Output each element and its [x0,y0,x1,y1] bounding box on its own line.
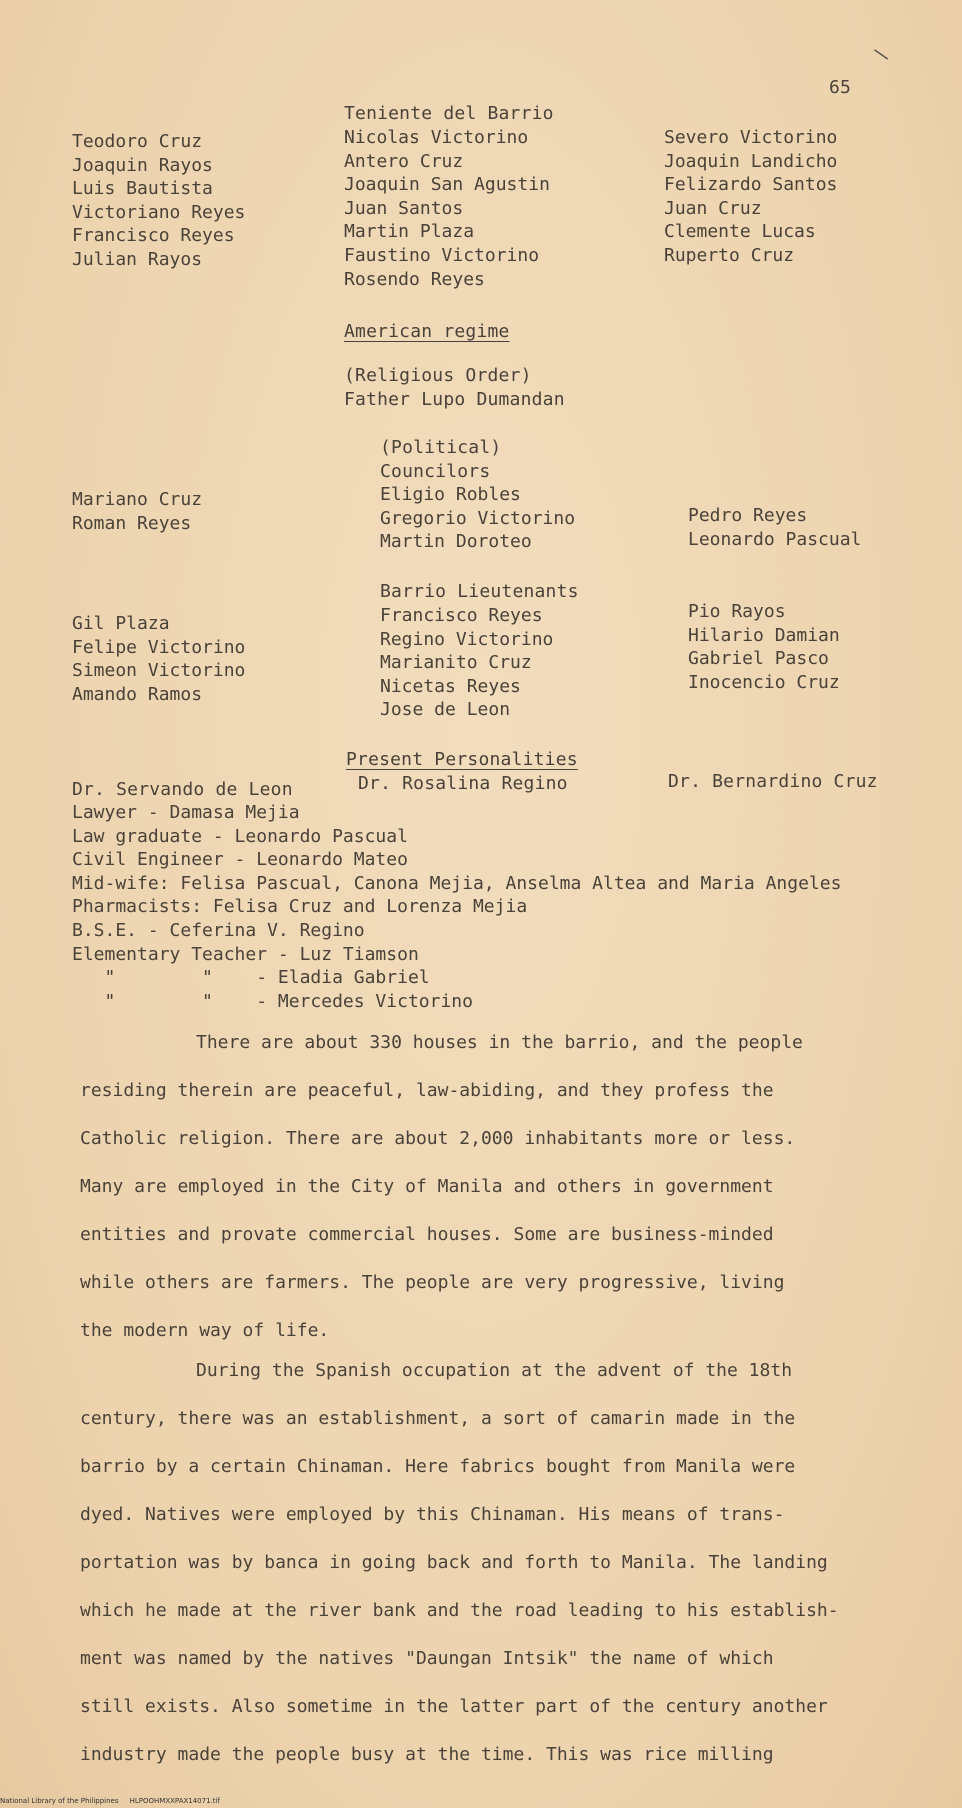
barrio-lieutenants-label: Barrio Lieutenants [380,581,579,602]
page-number: 65 [829,77,852,98]
name-entry: Teodoro Cruz [72,131,203,152]
spanish-right-column [664,126,837,268]
paragraph-spanish-occupation [80,1347,930,1779]
name-entry: Roman Reyes [72,512,192,534]
present-personalities-heading: Present Personalities [346,749,578,770]
councilors-left-column [72,488,202,535]
name-entry: Victoriano Reyes [72,201,246,223]
paragraph-line: century, there was an establishment, a sort of camarin made in the [80,1408,796,1429]
personality-line: Lawyer - Damasa Mejia [72,802,300,823]
personality-line: " " - Eladia Gabriel [72,967,430,989]
religious-order-label: (Religious Order) [344,365,532,386]
political-label: (Political) [380,437,502,458]
name-entry: Rosendo Reyes [344,268,485,290]
paragraph-line: while others are farmers. The people are very progressive, living [80,1272,785,1293]
name-entry: Juan Santos [344,197,464,219]
personality-line: " " - Mercedes Victorino [72,990,473,1012]
paragraph-line: Catholic religion. There are about 2,000 inhabitants more or less. [80,1128,796,1149]
name-entry: Gil Plaza [72,613,170,634]
paragraph-line: entities and provate commercial houses. Some are business-minded [80,1224,774,1245]
name-entry: Pedro Reyes [688,505,808,526]
paragraph-line: During the Spanish occupation at the advent of the 18th [196,1360,793,1381]
doctor-entry: Dr. Rosalina Regino [358,773,568,794]
name-entry: Marianito Cruz [380,652,532,674]
paragraph-line: industry made the people busy at the time. This was rice milling [80,1744,774,1765]
name-entry: Luis Bautista [72,178,213,200]
name-entry: Eligio Robles [380,484,521,505]
name-entry: Inocencio Cruz [688,671,840,693]
name-entry: Leonardo Pascual [688,528,862,550]
footer-caption: National Library of the Philippines HLPOOHMXXPAX14071.tif [0,1797,220,1805]
paragraph-line: still exists. Also sometime in the latter part of the century another [80,1696,828,1717]
name-entry: Juan Cruz [664,197,762,219]
name-entry: Joaquin San Agustin [344,174,550,196]
lieutenants-left-column [72,612,245,706]
paragraph-line: which he made at the river bank and the road leading to his establish- [80,1600,839,1621]
name-entry: Jose de Leon [380,699,511,721]
american-regime-heading: American regime [344,321,510,342]
doctor-entry: Dr. Servando de Leon [72,779,293,800]
name-entry: Antero Cruz [344,150,464,172]
spanish-middle-column [344,126,550,291]
name-entry: Regino Victorino [380,628,554,650]
spanish-left-column [72,130,245,272]
name-entry: Nicetas Reyes [380,675,521,697]
paragraph-line: ment was named by the natives "Daungan Intsik" the name of which [80,1648,774,1669]
personality-line: Civil Engineer - Leonardo Mateo [72,849,408,871]
spanish-regime-heading: Teniente del Barrio [344,103,554,124]
pen-mark: \ [871,42,892,67]
name-entry: Nicolas Victorino [344,127,529,148]
religious-order-name: Father Lupo Dumandan [344,389,565,410]
name-entry: Ruperto Cruz [664,244,795,266]
paragraph-line: Many are employed in the City of Manila and others in government [80,1176,774,1197]
name-entry: Felizardo Santos [664,174,838,196]
councilors-right-column [688,504,861,551]
personality-line: Pharmacists: Felisa Cruz and Lorenza Mejia [72,896,528,918]
paragraph-line: the modern way of life. [80,1320,330,1341]
name-entry: Francisco Reyes [72,225,235,247]
paragraph-houses [80,1019,930,1355]
name-entry: Joaquin Landicho [664,150,838,172]
name-entry: Gabriel Pasco [688,648,829,670]
name-entry: Felipe Victorino [72,636,246,658]
lieutenants-right-column [688,600,840,694]
name-entry: Pio Rayos [688,601,786,622]
paragraph-line: There are about 330 houses in the barrio, and the people [196,1032,803,1053]
name-entry: Faustino Victorino [344,244,540,266]
name-entry: Joaquin Rayos [72,154,213,176]
paragraph-line: barrio by a certain Chinaman. Here fabrics bought from Manila were [80,1456,796,1477]
paragraph-line: residing therein are peaceful, law-abiding, and they profess the [80,1080,774,1101]
doctor-entry: Dr. Bernardino Cruz [668,771,878,792]
lieutenants-middle-column [380,604,553,722]
councilors-label: Councilors [380,461,491,482]
councilors-middle-column [380,483,575,554]
personalities-list [72,801,841,1013]
name-entry: Gregorio Victorino [380,507,576,529]
personality-line: Law graduate - Leonardo Pascual [72,825,408,847]
name-entry: Severo Victorino [664,127,838,148]
name-entry: Julian Rayos [72,248,203,270]
name-entry: Amando Ramos [72,683,203,705]
name-entry: Martin Plaza [344,221,475,243]
name-entry: Clemente Lucas [664,221,816,243]
paragraph-line: dyed. Natives were employed by this Chinaman. His means of trans- [80,1504,785,1525]
personality-line: B.S.E. - Ceferina V. Regino [72,919,365,941]
personality-line: Mid-wife: Felisa Pascual, Canona Mejia, Anselma Altea and Maria Angeles [72,872,842,894]
personality-line: Elementary Teacher - Luz Tiamson [72,943,419,965]
name-entry: Martin Doroteo [380,531,532,553]
name-entry: Francisco Reyes [380,605,543,626]
name-entry: Hilario Damian [688,624,840,646]
name-entry: Mariano Cruz [72,489,203,510]
name-entry: Simeon Victorino [72,660,246,682]
paragraph-line: portation was by banca in going back and forth to Manila. The landing [80,1552,828,1573]
